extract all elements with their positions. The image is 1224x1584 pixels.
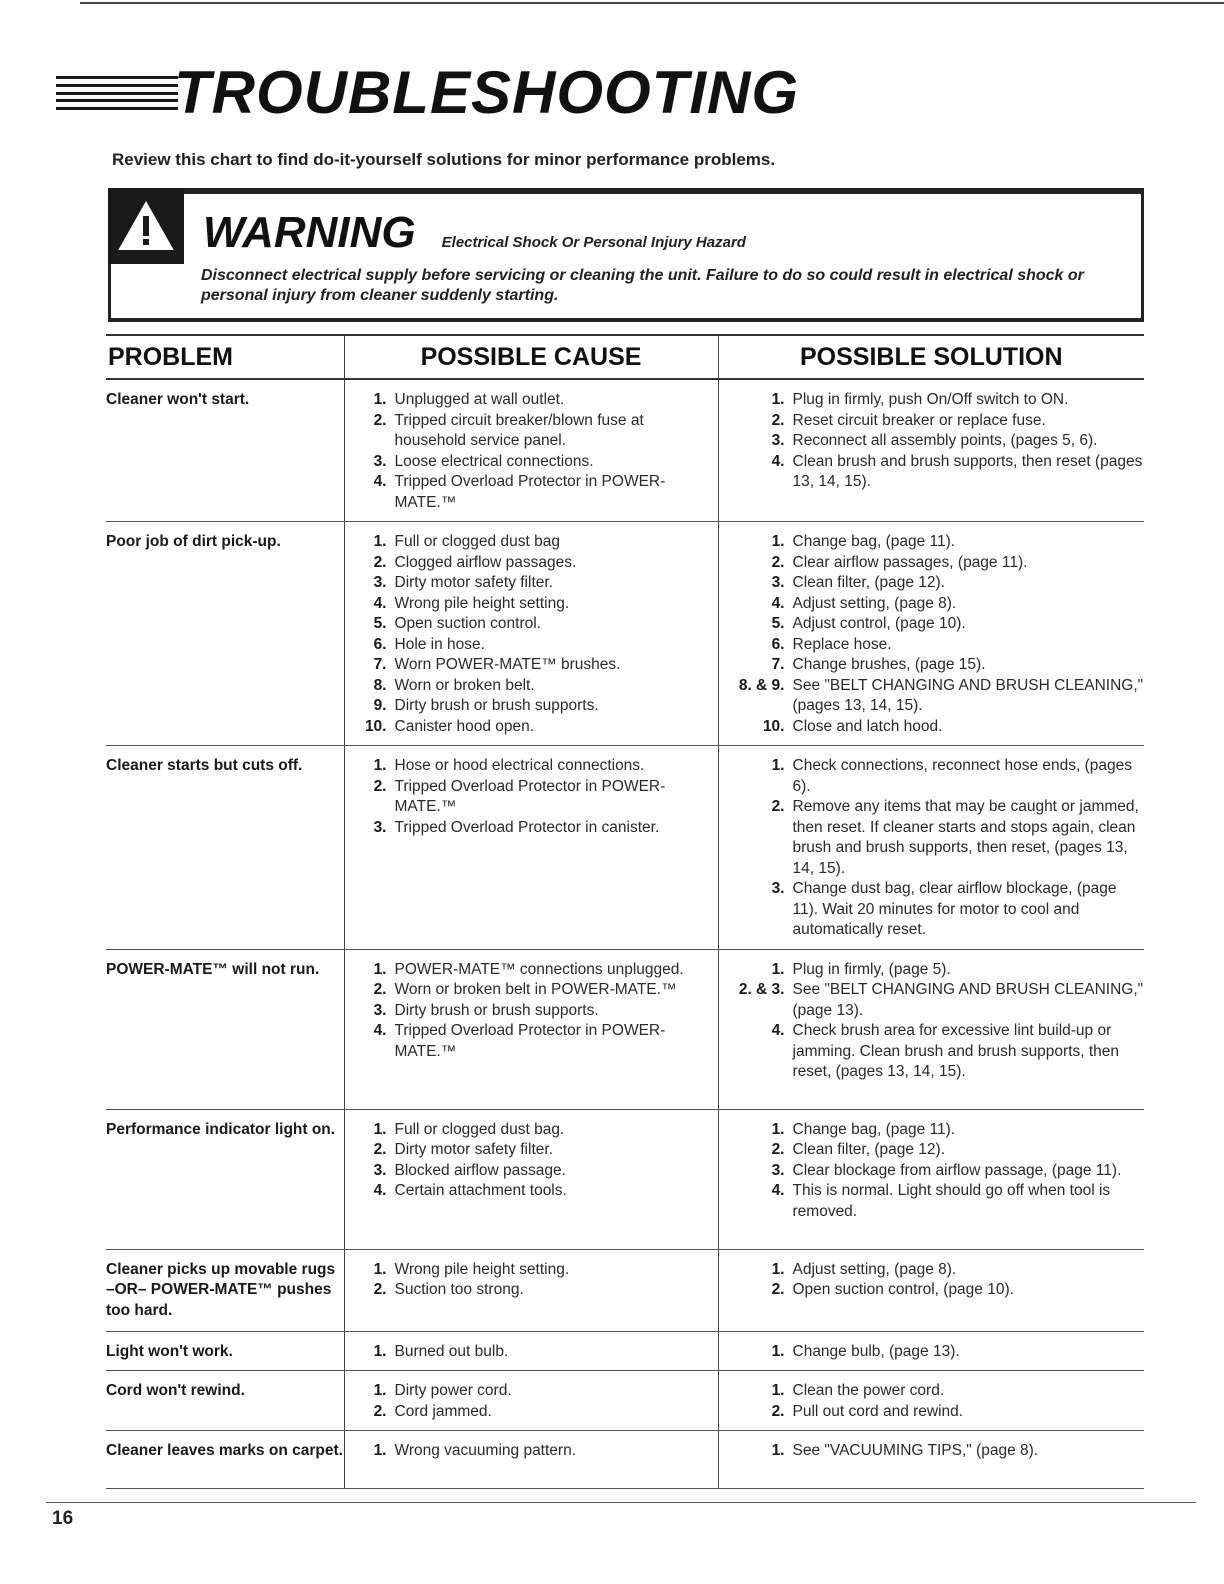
list-item bbox=[345, 594, 718, 615]
item-number: 1. bbox=[771, 757, 785, 774]
cause-list bbox=[345, 390, 718, 513]
item-text: Change bag, (page 11). bbox=[792, 1120, 956, 1138]
list-item bbox=[345, 696, 718, 717]
list-item bbox=[719, 573, 1145, 594]
solution-cell bbox=[718, 379, 1144, 522]
problem-cell: Cleaner picks up movable rugs –OR– POWER-MATE™ pushes too hard. bbox=[106, 1249, 344, 1331]
list-item bbox=[719, 532, 1145, 553]
item-number: 10. bbox=[762, 717, 785, 735]
item-number: 4. bbox=[373, 594, 387, 612]
list-item bbox=[345, 532, 718, 553]
item-number: 1. bbox=[373, 1342, 387, 1360]
troubleshooting-table bbox=[106, 334, 1144, 1489]
list-item bbox=[345, 573, 718, 594]
list-item bbox=[719, 1441, 1145, 1462]
table-row bbox=[106, 949, 1144, 1109]
list-item bbox=[719, 553, 1145, 574]
table-row bbox=[106, 1249, 1144, 1331]
item-number: 2. bbox=[373, 1281, 387, 1298]
item-text: Wrong vacuuming pattern. bbox=[394, 1442, 577, 1459]
item-number: 7. bbox=[771, 656, 785, 673]
list-item bbox=[719, 1402, 1145, 1423]
item-number: 1. bbox=[373, 533, 387, 550]
item-number: 4. bbox=[373, 1022, 387, 1039]
problem-cell: Cleaner won't start. bbox=[106, 379, 344, 522]
list-item bbox=[719, 390, 1145, 411]
solution-list bbox=[719, 390, 1145, 493]
item-text: Open suction control, (page 10). bbox=[792, 1281, 1014, 1298]
title-speed-lines bbox=[56, 76, 178, 110]
item-text: Adjust setting, (page 8). bbox=[792, 1260, 957, 1278]
solution-cell bbox=[718, 1331, 1144, 1371]
item-number: 4. bbox=[771, 1182, 785, 1199]
item-text: Clear airflow passages, (page 11). bbox=[792, 553, 1028, 571]
item-text: Dirty motor safety filter. bbox=[394, 574, 553, 591]
warning-triangle-icon bbox=[108, 188, 184, 264]
item-number: 3. bbox=[771, 880, 785, 897]
table-header-row bbox=[106, 335, 1144, 379]
list-item bbox=[719, 1181, 1145, 1222]
solution-cell bbox=[718, 1249, 1144, 1331]
cause-cell bbox=[344, 1109, 718, 1249]
table-row bbox=[106, 1431, 1144, 1489]
item-number: 2. & 3. bbox=[738, 981, 785, 998]
item-text: Change bag, (page 11). bbox=[792, 533, 956, 550]
item-number: 3. bbox=[771, 432, 785, 449]
item-number: 1. bbox=[771, 1382, 785, 1399]
list-item bbox=[345, 1001, 718, 1022]
item-number: 2. bbox=[373, 411, 387, 429]
item-number: 2. bbox=[373, 981, 387, 998]
item-number: 5. bbox=[373, 615, 387, 632]
item-text: Tripped Overload Protector in POWER-MATE.™ bbox=[394, 1022, 666, 1060]
item-number: 3. bbox=[373, 818, 387, 836]
item-number: 1. bbox=[373, 1382, 387, 1399]
list-item bbox=[345, 1402, 718, 1423]
item-text: This is normal. Light should go off when tool is removed. bbox=[792, 1182, 1111, 1220]
item-number: 2. bbox=[771, 1281, 785, 1298]
cause-cell bbox=[344, 949, 718, 1109]
item-text: Clean filter, (page 12). bbox=[792, 1141, 946, 1158]
item-text: Check brush area for excessive lint build-up or jamming. Clean brush and brush supports, then reset, (pages 13, 14, 15). bbox=[792, 1022, 1120, 1080]
item-text: Canister hood open. bbox=[394, 717, 535, 735]
list-item bbox=[719, 1280, 1145, 1301]
item-text: Loose electrical connections. bbox=[394, 452, 594, 470]
list-item bbox=[345, 1140, 718, 1161]
warning-body: Disconnect electrical supply before servicing or cleaning the unit. Failure to do so could result in electrical shock or personal injury from cleaner suddenly starting. bbox=[201, 267, 1084, 304]
item-text: Plug in firmly, push On/Off switch to ON. bbox=[792, 391, 1069, 408]
item-number: 1. bbox=[373, 1260, 387, 1278]
item-text: Hose or hood electrical connections. bbox=[394, 757, 645, 774]
item-text: Worn POWER-MATE™ brushes. bbox=[394, 656, 621, 673]
list-item bbox=[719, 431, 1145, 452]
item-text: Worn or broken belt. bbox=[394, 676, 535, 694]
item-text: Full or clogged dust bag. bbox=[394, 1120, 565, 1138]
list-item bbox=[719, 1140, 1145, 1161]
item-text: Adjust setting, (page 8). bbox=[792, 594, 957, 612]
item-text: Tripped Overload Protector in canister. bbox=[394, 818, 660, 836]
list-item bbox=[719, 717, 1145, 738]
list-item bbox=[345, 717, 718, 738]
item-text: Change bulb, (page 13). bbox=[792, 1342, 960, 1360]
item-number: 1. bbox=[771, 1120, 785, 1138]
item-number: 4. bbox=[771, 452, 785, 470]
item-number: 3. bbox=[373, 452, 387, 470]
warning-box bbox=[108, 188, 1144, 322]
item-text: Reset circuit breaker or replace fuse. bbox=[792, 411, 1046, 429]
item-text: See "VACUUMING TIPS," (page 8). bbox=[792, 1442, 1039, 1459]
solution-cell bbox=[718, 746, 1144, 950]
item-number: 2. bbox=[771, 1141, 785, 1158]
item-number: 9. bbox=[373, 697, 387, 714]
list-item bbox=[345, 1181, 718, 1202]
list-item bbox=[345, 676, 718, 697]
item-number: 4. bbox=[771, 1022, 785, 1039]
cause-cell bbox=[344, 1371, 718, 1431]
item-text: Dirty motor safety filter. bbox=[394, 1141, 553, 1158]
list-item bbox=[345, 1021, 718, 1062]
item-number: 6. bbox=[373, 635, 387, 653]
list-item bbox=[719, 1381, 1145, 1402]
problem-cell: Cleaner starts but cuts off. bbox=[106, 746, 344, 950]
solution-list bbox=[719, 756, 1145, 941]
header-problem: PROBLEM bbox=[106, 335, 344, 379]
cause-list bbox=[345, 1260, 718, 1301]
list-item bbox=[345, 411, 718, 452]
item-text: Cord jammed. bbox=[394, 1402, 492, 1420]
item-text: See "BELT CHANGING AND BRUSH CLEANING," (page 13). bbox=[792, 981, 1144, 1019]
list-item bbox=[345, 1161, 718, 1182]
item-text: Clean filter, (page 12). bbox=[792, 574, 946, 591]
list-item bbox=[719, 1342, 1145, 1363]
list-item bbox=[345, 452, 718, 473]
cause-list bbox=[345, 1381, 718, 1422]
solution-list bbox=[719, 1260, 1145, 1301]
item-text: Suction too strong. bbox=[394, 1281, 524, 1298]
cause-cell bbox=[344, 379, 718, 522]
item-number: 3. bbox=[373, 1161, 387, 1179]
item-number: 4. bbox=[771, 594, 785, 612]
item-text: Clean the power cord. bbox=[792, 1382, 945, 1399]
list-item bbox=[719, 1260, 1145, 1281]
list-item bbox=[719, 411, 1145, 432]
list-item bbox=[719, 980, 1145, 1021]
item-text: Wrong pile height setting. bbox=[394, 594, 570, 612]
problem-cell: Cleaner leaves marks on carpet. bbox=[106, 1431, 344, 1489]
list-item bbox=[345, 1441, 718, 1462]
list-item bbox=[719, 1120, 1145, 1141]
item-number: 2. bbox=[373, 1141, 387, 1158]
list-item bbox=[345, 553, 718, 574]
item-text: Burned out bulb. bbox=[394, 1342, 509, 1360]
list-item bbox=[719, 797, 1145, 879]
item-text: Dirty brush or brush supports. bbox=[394, 1001, 599, 1019]
list-item bbox=[345, 635, 718, 656]
item-text: Dirty power cord. bbox=[394, 1382, 512, 1399]
solution-list bbox=[719, 1381, 1145, 1422]
intro-text: Review this chart to find do-it-yourself solutions for minor performance problems. bbox=[112, 150, 776, 169]
problem-cell: Poor job of dirt pick-up. bbox=[106, 522, 344, 746]
item-text: Full or clogged dust bag bbox=[394, 533, 560, 550]
cause-list bbox=[345, 1342, 718, 1363]
item-text: Replace hose. bbox=[792, 635, 892, 653]
cause-cell bbox=[344, 1331, 718, 1371]
list-item bbox=[719, 594, 1145, 615]
item-text: Check connections, reconnect hose ends, (pages 6). bbox=[792, 757, 1132, 795]
list-item bbox=[345, 818, 718, 839]
item-number: 10. bbox=[364, 717, 387, 735]
item-number: 2. bbox=[373, 1402, 387, 1420]
item-number: 1. bbox=[771, 533, 785, 550]
header-possible-cause: POSSIBLE CAUSE bbox=[344, 335, 718, 379]
problem-cell: Cord won't rewind. bbox=[106, 1371, 344, 1431]
top-rule bbox=[80, 2, 1224, 4]
cause-cell bbox=[344, 522, 718, 746]
table-row bbox=[106, 1109, 1144, 1249]
item-text: Tripped Overload Protector in POWER-MATE.™ bbox=[394, 777, 666, 815]
table-row bbox=[106, 379, 1144, 522]
cause-cell bbox=[344, 1249, 718, 1331]
item-text: Adjust control, (page 10). bbox=[792, 615, 966, 632]
item-number: 7. bbox=[373, 656, 387, 673]
item-text: Clean brush and brush supports, then reset (pages 13, 14, 15). bbox=[792, 452, 1143, 490]
item-text: POWER-MATE™ connections unplugged. bbox=[394, 960, 684, 978]
solution-list bbox=[719, 532, 1145, 737]
cause-list bbox=[345, 1441, 718, 1462]
list-item bbox=[719, 655, 1145, 676]
page-number: 16 bbox=[52, 1508, 74, 1529]
cause-list bbox=[345, 1120, 718, 1202]
item-number: 1. bbox=[373, 391, 387, 408]
title-block bbox=[56, 58, 799, 128]
item-text: Tripped circuit breaker/blown fuse at household service panel. bbox=[394, 411, 644, 449]
list-item bbox=[345, 980, 718, 1001]
list-item bbox=[719, 452, 1145, 493]
item-number: 3. bbox=[373, 574, 387, 591]
item-text: Dirty brush or brush supports. bbox=[394, 697, 599, 714]
item-number: 1. bbox=[771, 391, 785, 408]
list-item bbox=[345, 472, 718, 513]
bottom-rule bbox=[46, 1502, 1196, 1503]
item-text: Reconnect all assembly points, (pages 5, 6). bbox=[792, 432, 1098, 449]
item-text: Wrong pile height setting. bbox=[394, 1260, 570, 1278]
list-item bbox=[345, 1120, 718, 1141]
list-item bbox=[345, 614, 718, 635]
item-number: 3. bbox=[771, 574, 785, 591]
item-number: 1. bbox=[771, 1342, 785, 1360]
warning-word: WARNING bbox=[203, 208, 416, 257]
item-text: Blocked airflow passage. bbox=[394, 1161, 566, 1179]
solution-cell bbox=[718, 1109, 1144, 1249]
item-text: Hole in hose. bbox=[394, 635, 485, 653]
item-text: See "BELT CHANGING AND BRUSH CLEANING," (pages 13, 14, 15). bbox=[792, 676, 1144, 714]
list-item bbox=[345, 756, 718, 777]
list-item bbox=[719, 1021, 1145, 1083]
item-number: 2. bbox=[771, 553, 785, 571]
solution-cell bbox=[718, 949, 1144, 1109]
item-number: 2. bbox=[373, 777, 387, 795]
item-number: 1. bbox=[373, 1120, 387, 1138]
item-number: 2. bbox=[771, 1402, 785, 1420]
item-number: 6. bbox=[771, 635, 785, 653]
list-item bbox=[345, 777, 718, 818]
item-text: Close and latch hood. bbox=[792, 717, 943, 735]
list-item bbox=[345, 390, 718, 411]
item-text: Clogged airflow passages. bbox=[394, 553, 577, 571]
table-body bbox=[106, 379, 1144, 1489]
item-number: 2. bbox=[373, 553, 387, 571]
item-text: Pull out cord and rewind. bbox=[792, 1402, 964, 1420]
item-text: Certain attachment tools. bbox=[394, 1182, 567, 1199]
item-number: 1. bbox=[771, 1260, 785, 1278]
item-text: Remove any items that may be caught or jammed, then reset. If cleaner starts and stops again, clean brush and brush supports, then reset, (pages 13, 14, 15). bbox=[792, 798, 1139, 877]
table-row bbox=[106, 746, 1144, 950]
item-text: Unplugged at wall outlet. bbox=[394, 391, 565, 408]
item-number: 1. bbox=[373, 1442, 387, 1459]
solution-list bbox=[719, 960, 1145, 1083]
list-item bbox=[719, 879, 1145, 941]
item-number: 1. bbox=[771, 1442, 785, 1459]
item-number: 3. bbox=[373, 1001, 387, 1019]
problem-cell: POWER-MATE™ will not run. bbox=[106, 949, 344, 1109]
warning-header bbox=[203, 208, 746, 258]
list-item bbox=[345, 1260, 718, 1281]
table-row bbox=[106, 522, 1144, 746]
solution-cell bbox=[718, 1431, 1144, 1489]
item-number: 8. bbox=[373, 676, 387, 694]
solution-list bbox=[719, 1342, 1145, 1363]
solution-list bbox=[719, 1120, 1145, 1223]
page-title: TROUBLESHOOTING bbox=[174, 59, 799, 126]
item-number: 2. bbox=[771, 798, 785, 815]
item-number: 5. bbox=[771, 615, 785, 632]
item-text: Change brushes, (page 15). bbox=[792, 656, 986, 673]
list-item bbox=[719, 960, 1145, 981]
list-item bbox=[719, 1161, 1145, 1182]
item-text: Change dust bag, clear airflow blockage, (page 11). Wait 20 minutes for motor to cool and automatically reset. bbox=[792, 880, 1117, 938]
table-row bbox=[106, 1331, 1144, 1371]
solution-list bbox=[719, 1441, 1145, 1462]
item-text: Worn or broken belt in POWER-MATE.™ bbox=[394, 981, 677, 998]
warning-subtitle: Electrical Shock Or Personal Injury Hazard bbox=[441, 234, 746, 251]
item-number: 1. bbox=[373, 960, 387, 978]
header-possible-solution: POSSIBLE SOLUTION bbox=[718, 335, 1144, 379]
list-item bbox=[345, 1381, 718, 1402]
solution-cell bbox=[718, 1371, 1144, 1431]
item-number: 4. bbox=[373, 1182, 387, 1199]
item-text: Tripped Overload Protector in POWER-MATE.™ bbox=[394, 473, 666, 511]
cause-list bbox=[345, 756, 718, 838]
cause-cell bbox=[344, 746, 718, 950]
list-item bbox=[345, 960, 718, 981]
problem-cell: Performance indicator light on. bbox=[106, 1109, 344, 1249]
item-number: 8. & 9. bbox=[738, 676, 785, 694]
cause-cell bbox=[344, 1431, 718, 1489]
cause-list bbox=[345, 532, 718, 737]
item-number: 2. bbox=[771, 411, 785, 429]
item-number: 1. bbox=[771, 960, 785, 978]
item-text: Clear blockage from airflow passage, (page 11). bbox=[792, 1161, 1122, 1179]
list-item bbox=[345, 1342, 718, 1363]
problem-cell: Light won't work. bbox=[106, 1331, 344, 1371]
list-item bbox=[719, 756, 1145, 797]
list-item bbox=[345, 655, 718, 676]
item-text: Plug in firmly, (page 5). bbox=[792, 960, 951, 978]
list-item bbox=[719, 635, 1145, 656]
solution-cell bbox=[718, 522, 1144, 746]
item-number: 3. bbox=[771, 1161, 785, 1179]
item-number: 1. bbox=[373, 757, 387, 774]
list-item bbox=[719, 676, 1145, 717]
table-row bbox=[106, 1371, 1144, 1431]
list-item bbox=[719, 614, 1145, 635]
cause-list bbox=[345, 960, 718, 1063]
item-text: Open suction control. bbox=[394, 615, 541, 632]
list-item bbox=[345, 1280, 718, 1301]
item-number: 4. bbox=[373, 473, 387, 490]
